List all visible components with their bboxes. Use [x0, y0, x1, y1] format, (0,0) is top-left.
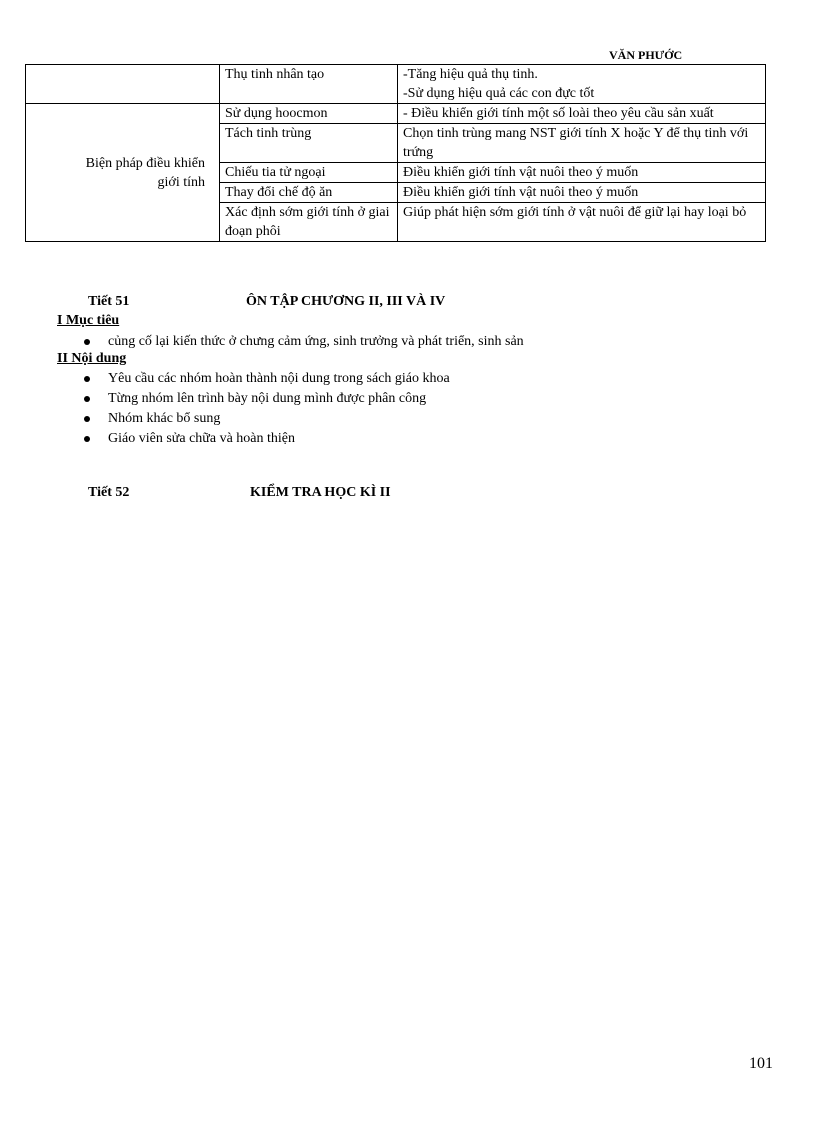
bullet-icon	[84, 396, 90, 402]
method-cell: Chiếu tia tử ngoại	[220, 163, 398, 183]
lesson-52-title: KIỂM TRA HỌC KÌ II	[250, 485, 391, 500]
table-row	[26, 104, 766, 124]
lesson-51-title: ÔN TẬP CHƯƠNG II, III VÀ IV	[246, 294, 446, 309]
effect-cell: Giúp phát hiện sớm giới tính ở vật nuôi để giữ lại hay loại bỏ	[398, 203, 766, 242]
bullet-icon	[84, 376, 90, 382]
effect-cell	[398, 65, 766, 104]
method-cell: Sử dụng hoocmon	[220, 104, 398, 124]
section-objectives-heading: I Mục tiêu	[57, 313, 120, 328]
lesson-52-number: Tiết 52	[88, 485, 130, 500]
group-label-cell	[26, 104, 220, 242]
group-label-line: Biện pháp điều khiển	[85, 155, 205, 171]
effect-line: -Sử dụng hiệu quả các con đực tốt	[403, 86, 595, 101]
effect-line: -Tăng hiệu quả thụ tinh.	[403, 67, 538, 82]
bullet-icon	[84, 436, 90, 442]
effect-cell: Điều khiển giới tính vật nuôi theo ý muốn	[398, 183, 766, 203]
sex-control-table	[25, 64, 766, 242]
method-cell: Thụ tinh nhân tạo	[220, 65, 398, 104]
bullet-icon	[84, 416, 90, 422]
section-content-heading: II Nội dung	[57, 351, 127, 366]
content-list	[75, 369, 450, 449]
author-header: VĂN PHƯỚC	[609, 48, 683, 62]
effect-cell: - Điều khiển giới tính một số loài theo yêu cầu sản xuất	[398, 104, 766, 124]
bullet-icon	[84, 339, 90, 345]
method-cell: Thay đổi chế độ ăn	[220, 183, 398, 203]
list-item: củng cố lại kiến thức ở chưng cảm ứng, sinh trưởng và phát triển, sinh sản	[75, 332, 524, 352]
list-item: Yêu cầu các nhóm hoàn thành nội dung trong sách giáo khoa	[75, 369, 450, 389]
list-item: Nhóm khác bổ sung	[75, 409, 450, 429]
table-cell-empty	[26, 65, 220, 104]
table-row	[26, 65, 766, 104]
effect-cell: Điều khiển giới tính vật nuôi theo ý muốn	[398, 163, 766, 183]
objectives-list	[75, 332, 524, 352]
group-label-line: giới tính	[157, 174, 205, 190]
list-item: Từng nhóm lên trình bày nội dung mình được phân công	[75, 389, 450, 409]
page-number: 101	[749, 1055, 773, 1072]
effect-cell: Chọn tinh trùng mang NST giới tính X hoặc Y để thụ tinh với trứng	[398, 124, 766, 163]
method-cell: Xác định sớm giới tính ở giai đoạn phôi	[220, 203, 398, 242]
list-item: Giáo viên sửa chữa và hoàn thiện	[75, 429, 450, 449]
method-cell: Tách tinh trùng	[220, 124, 398, 163]
lesson-51-number: Tiết 51	[88, 294, 130, 309]
